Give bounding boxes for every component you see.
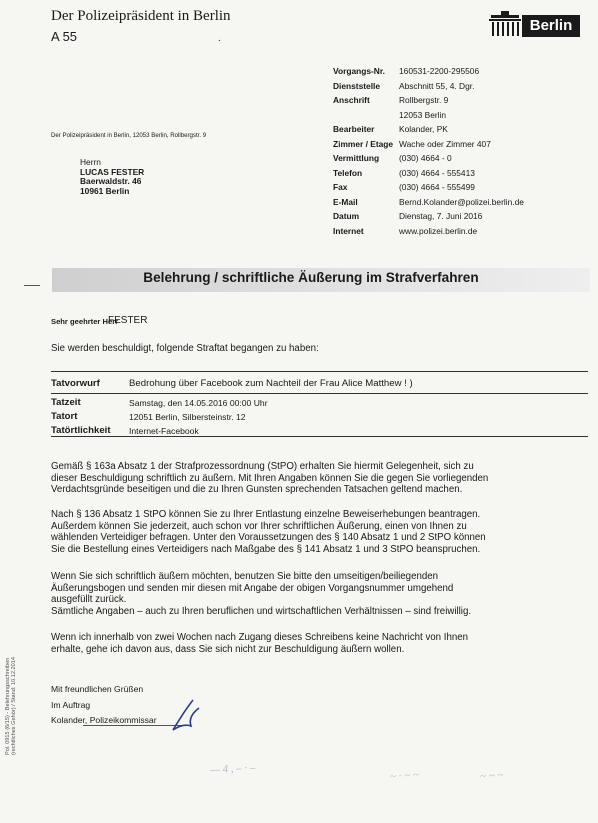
info-label: Bearbeiter: [333, 124, 375, 134]
header-dot: .: [218, 33, 221, 44]
offense-bottom-rule: [51, 436, 588, 437]
info-value: Dienstag, 7. Juni 2016: [399, 211, 483, 221]
info-value: Wache oder Zimmer 407: [399, 138, 491, 149]
info-row: [333, 122, 524, 137]
offense-top-rule: [51, 371, 588, 372]
signer-name: Kolander, Polizeikommissar: [51, 715, 157, 725]
tatzeit-value: Samstag, den 14.05.2016 00:00 Uhr: [129, 398, 268, 408]
closing-regards: Mit freundlichen Grüßen: [51, 684, 144, 694]
info-label: Fax: [333, 182, 348, 192]
info-value: Rollbergstr. 9: [399, 95, 449, 105]
info-label: Dienststelle: [333, 80, 381, 91]
sender-line: Der Polizeipräsident in Berlin, 12053 Berlin, Rollbergstr. 9: [51, 132, 207, 139]
info-row: [333, 209, 524, 224]
paragraph-2-line: Sie die Bestellung eines Verteidigers nach Maßgabe des § 141 Absatz 1 und 3 StPO beanspruchen.: [51, 544, 481, 556]
faint-stamp-mark: ~ · ~ ~: [389, 769, 420, 783]
paragraph-2-line: Außerdem können Sie jederzeit, auch schon vor Ihrer schriftlichen Äußerung, einen von Ihnen zu: [51, 520, 467, 532]
info-label: [333, 108, 399, 123]
paragraph-4-line: Wenn ich innerhalb von zwei Wochen nach Zugang dieses Schreibens keine Nachricht von Ihnen: [51, 632, 468, 643]
tatvorwurf-label: Tatvorwurf: [51, 378, 100, 389]
tatvorwurf-value: Bedrohung über Facebook zum Nachteil der Frau Alice Matthew ! ): [129, 378, 413, 389]
paragraph-1-line: Gemäß § 163a Absatz 1 der Strafprozessordnung (StPO) erhalten Sie hiermit Gelegenheit, sich zu: [51, 461, 474, 472]
document-title: Belehrung / schriftliche Äußerung im Strafverfahren: [143, 270, 479, 285]
paragraph-3-line: Äußerungsbogen und senden mir diesen mit Angabe der obigen Vorgangsnummer umgehend: [51, 582, 454, 594]
info-value: (030) 4664 - 0: [399, 153, 452, 163]
paragraph-4-line: erhalte, gehe ich davon aus, dass Sie sich nicht zur Beschuldigung äußern wollen.: [51, 643, 405, 655]
info-value: (030) 4664 - 555499: [399, 182, 475, 192]
info-label: Internet: [333, 225, 364, 236]
recipient-name: LUCAS FESTER: [80, 166, 145, 177]
info-label: Anschrift: [333, 95, 370, 105]
paragraph-1: [51, 461, 559, 496]
info-label: Vorgangs-Nr.: [333, 66, 385, 76]
department-code: A 55: [51, 29, 78, 44]
logo-wordmark: Berlin: [522, 15, 580, 37]
info-value: Abschnitt 55, 4. Dgr.: [399, 80, 475, 91]
info-row: [333, 195, 524, 210]
tatoertlichkeit-value: Internet-Facebook: [129, 426, 199, 436]
info-label: Telefon: [333, 167, 363, 178]
info-row: [333, 93, 524, 108]
info-value: (030) 4664 - 555413: [399, 167, 475, 178]
info-row: [333, 137, 524, 152]
info-value: www.polizei.berlin.de: [399, 225, 478, 236]
tatort-value: 12051 Berlin, Silbersteinstr. 12: [129, 412, 246, 422]
info-value: 12053 Berlin: [399, 109, 447, 120]
recipient-address: [80, 158, 144, 196]
tatzeit-label: Tatzeit: [51, 397, 81, 408]
greeting-prefix: Sehr geehrter Herr: [51, 317, 119, 326]
info-row: [333, 64, 524, 79]
recipient-street: Baerwaldstr. 46: [80, 176, 142, 187]
paragraph-1-line: dieser Beschuldigung schriftlich zu äußern. Mit Ihren Angaben können Sie die gegen Sie vorliegenden: [51, 472, 489, 484]
paragraph-4: [51, 632, 559, 655]
signature-mark-icon: [165, 696, 205, 736]
paragraph-1-line: Verdachtsgründe beseitigen und die zu Ihren Gunsten sprechenden Tatsachen geltend machen.: [51, 484, 463, 496]
tatoertlichkeit-label: Tatörtlichkeit: [51, 425, 111, 436]
tatort-label: Tatort: [51, 411, 78, 422]
paragraph-2-line: Nach § 136 Absatz 1 StPO können Sie zu Ihrer Entlastung einzelne Beweiserhebungen beantragen.: [51, 509, 481, 520]
info-row: [333, 166, 524, 181]
paragraph-2: [51, 509, 559, 556]
paragraph-3: [51, 571, 559, 618]
fold-mark: [24, 285, 40, 286]
closing-on-behalf: Im Auftrag: [51, 700, 91, 710]
recipient-city: 10961 Berlin: [80, 185, 130, 196]
info-row: [333, 180, 524, 195]
authority-name: Der Polizeipräsident in Berlin: [51, 8, 231, 24]
info-value: Kolander, PK: [399, 124, 448, 134]
greeting-name: FESTER: [108, 315, 148, 326]
paragraph-3-line: Wenn Sie sich schriftlich äußern möchten, benutzen Sie bitte den umseitigen/beiliegenden: [51, 571, 439, 582]
info-value: Bernd.Kolander@polizei.berlin.de: [399, 196, 524, 207]
recipient-salutation: Herrn: [80, 157, 101, 167]
info-label: Datum: [333, 211, 360, 221]
offense-mid-rule: [51, 393, 588, 394]
info-label: Zimmer / Etage: [333, 138, 394, 149]
info-label: Vermittlung: [333, 153, 380, 163]
info-row: [333, 79, 524, 94]
form-reference-side-text: Pol. 0915 (6/15) - Belehrungsschreiben (rechtliches Gehör) / Stand: 10.12.2014: [5, 657, 17, 755]
faint-stamp-mark: — 4 , – · –: [209, 761, 256, 777]
brandenburg-gate-icon: [489, 11, 521, 37]
info-row: [333, 108, 524, 123]
paragraph-3-line: Sämtliche Angaben – auch zu Ihren beruflichen und wirtschaftlichen Verhältnissen – sind freiwillig.: [51, 606, 472, 618]
info-value: 160531-2200-295506: [399, 66, 480, 76]
berlin-logo: [489, 11, 581, 37]
intro-text: Sie werden beschuldigt, folgende Straftat begangen zu haben:: [51, 343, 319, 354]
paragraph-3-line: ausgefüllt zurück.: [51, 594, 127, 606]
contact-info-block: [333, 64, 524, 238]
paragraph-2-line: wählenden Verteidiger befragen. Unter den Voraussetzungen des § 140 Absatz 1 und 2 StPO können: [51, 532, 486, 544]
info-row: [333, 224, 524, 239]
info-row: [333, 151, 524, 166]
faint-stamp-mark: ~ ~ ~: [479, 769, 504, 783]
info-label: E-Mail: [333, 196, 358, 207]
